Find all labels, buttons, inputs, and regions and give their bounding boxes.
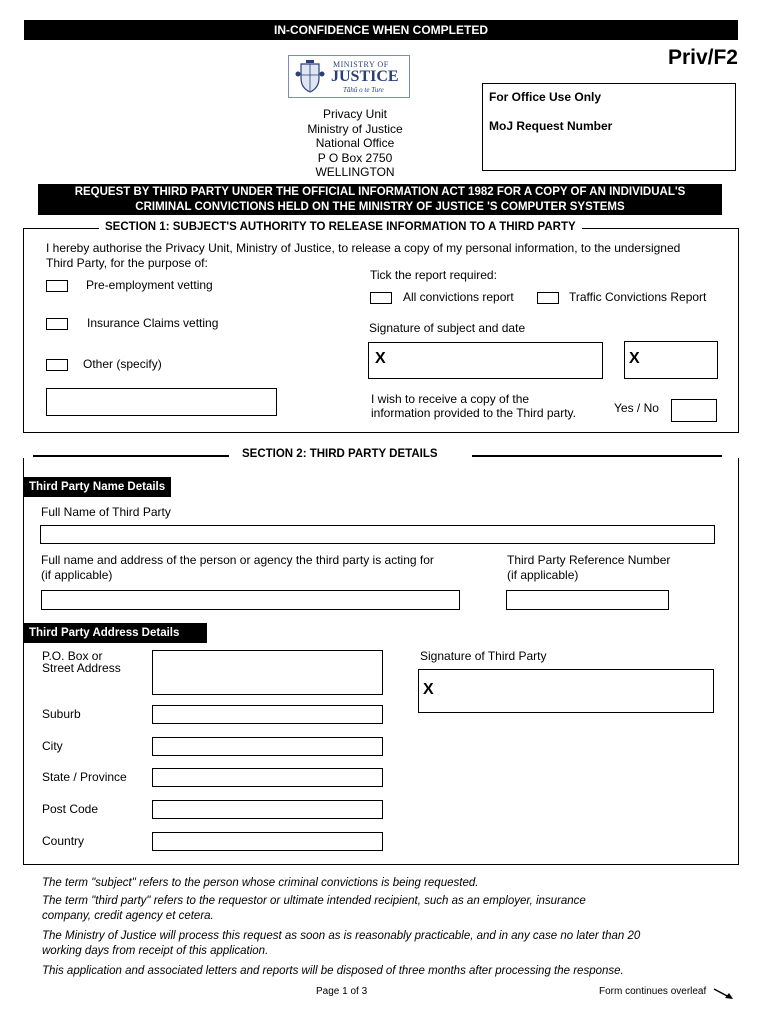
note-subject: The term "subject" refers to the person whose criminal convictions is being requested. <box>42 877 479 889</box>
note-third-party-line-1: The term "third party" refers to the requestor or ultimate intended recipient, such as an employer, insurance <box>42 895 586 907</box>
city-field[interactable] <box>152 737 383 756</box>
insurance-claims-checkbox[interactable] <box>46 318 68 330</box>
signature-mark: X <box>375 350 386 367</box>
full-name-label: Full Name of Third Party <box>41 505 171 519</box>
street-address-field[interactable] <box>152 650 383 695</box>
section-2-heading: SECTION 2: THIRD PARTY DETAILS <box>236 448 444 460</box>
pre-employment-checkbox[interactable] <box>46 280 68 292</box>
report-required-label: Tick the report required: <box>370 268 497 282</box>
confidentiality-banner: IN-CONFIDENCE WHEN COMPLETED <box>24 20 738 40</box>
logo-line-3: Tāhū o te Ture <box>343 86 384 94</box>
section-2-rule-left <box>33 455 229 457</box>
acting-for-field[interactable] <box>41 590 460 610</box>
reference-number-field[interactable] <box>506 590 669 610</box>
logo-line-2: JUSTICE <box>331 68 399 85</box>
note-processing-line-2: working days from receipt of this application. <box>42 945 269 957</box>
state-field[interactable] <box>152 768 383 787</box>
reference-number-label-line-1: Third Party Reference Number <box>507 553 671 567</box>
yes-no-field[interactable] <box>671 399 717 422</box>
third-party-name-tab: Third Party Name Details <box>23 477 171 497</box>
full-name-field[interactable] <box>40 525 715 544</box>
form-title <box>38 184 722 215</box>
traffic-convictions-label: Traffic Convictions Report <box>569 290 707 304</box>
traffic-convictions-checkbox[interactable] <box>537 292 559 304</box>
suburb-field[interactable] <box>152 705 383 724</box>
yes-no-label: Yes / No <box>614 401 659 415</box>
form-title-line-2: CRIMINAL CONVICTIONS HELD ON THE MINISTRY OF JUSTICE 'S COMPUTER SYSTEMS <box>135 200 625 213</box>
third-party-signature-field[interactable] <box>418 669 714 713</box>
postal-address <box>270 107 440 180</box>
pre-employment-label: Pre-employment vetting <box>86 278 213 292</box>
state-label: State / Province <box>42 770 127 784</box>
country-field[interactable] <box>152 832 383 851</box>
subject-date-field[interactable] <box>624 341 718 379</box>
postcode-field[interactable] <box>152 800 383 819</box>
other-checkbox[interactable] <box>46 359 68 371</box>
all-convictions-checkbox[interactable] <box>370 292 392 304</box>
moj-request-number-label: MoJ Request Number <box>489 119 613 133</box>
logo-line-1: MINISTRY OF <box>333 60 389 69</box>
acting-for-label-line-2: (if applicable) <box>41 568 113 582</box>
third-party-address-tab: Third Party Address Details <box>23 623 207 643</box>
postcode-label: Post Code <box>42 802 99 816</box>
other-label: Other (specify) <box>83 357 162 371</box>
continues-overleaf: Form continues overleaf <box>599 986 707 997</box>
arrow-icon <box>713 987 735 1001</box>
ministry-logo <box>288 55 410 98</box>
office-use-title: For Office Use Only <box>489 90 602 104</box>
street-label-line-1: P.O. Box or <box>42 649 103 663</box>
form-title-line-1: REQUEST BY THIRD PARTY UNDER THE OFFICIAL INFORMATION ACT 1982 FOR A COPY OF AN INDIVIDUAL'S <box>74 186 686 198</box>
address-line: WELLINGTON <box>315 165 395 179</box>
address-line: P O Box 2750 <box>317 150 393 165</box>
address-line: Ministry of Justice <box>307 121 403 136</box>
address-line: Privacy Unit <box>322 107 387 121</box>
acting-for-label-line-1: Full name and address of the person or agency the third party is acting for <box>41 553 434 567</box>
address-line: National Office <box>315 136 395 150</box>
suburb-label: Suburb <box>42 707 81 721</box>
insurance-claims-label: Insurance Claims vetting <box>87 316 219 330</box>
section-1-intro-line-1: I hereby authorise the Privacy Unit, Ministry of Justice, to release a copy of my personal information, to the undersigned <box>46 241 681 255</box>
note-disposal: This application and associated letters and reports will be disposed of three months after processing the response. <box>42 965 624 977</box>
other-specify-field[interactable] <box>46 388 277 416</box>
subject-signature-field[interactable] <box>368 342 603 379</box>
all-convictions-label: All convictions report <box>403 290 514 304</box>
country-label: Country <box>42 834 85 848</box>
copy-request-line-2: information provided to the Third party. <box>371 406 576 420</box>
street-label-line-2: Street Address <box>42 661 121 675</box>
section-1-heading: SECTION 1: SUBJECT'S AUTHORITY TO RELEASE INFORMATION TO A THIRD PARTY <box>99 221 582 233</box>
third-party-signature-label: Signature of Third Party <box>420 649 547 663</box>
form-code: Priv/F2 <box>667 46 738 69</box>
third-party-signature-mark: X <box>423 681 434 698</box>
reference-number-label-line-2: (if applicable) <box>507 568 579 582</box>
section-2-rule-right <box>472 455 722 457</box>
city-label: City <box>42 739 63 753</box>
office-use-box <box>482 83 736 171</box>
crest-icon <box>295 60 325 94</box>
subject-signature-label: Signature of subject and date <box>369 321 526 335</box>
date-mark: X <box>629 350 640 367</box>
page-number: Page 1 of 3 <box>316 986 368 997</box>
copy-request-line-1: I wish to receive a copy of the <box>371 392 530 406</box>
note-processing-line-1: The Ministry of Justice will process this request as soon as is reasonably practicable, and in any case no later than 20 <box>42 930 641 942</box>
note-third-party-line-2: company, credit agency et cetera. <box>42 910 214 922</box>
section-1-intro-line-2: Third Party, for the purpose of: <box>46 256 208 270</box>
